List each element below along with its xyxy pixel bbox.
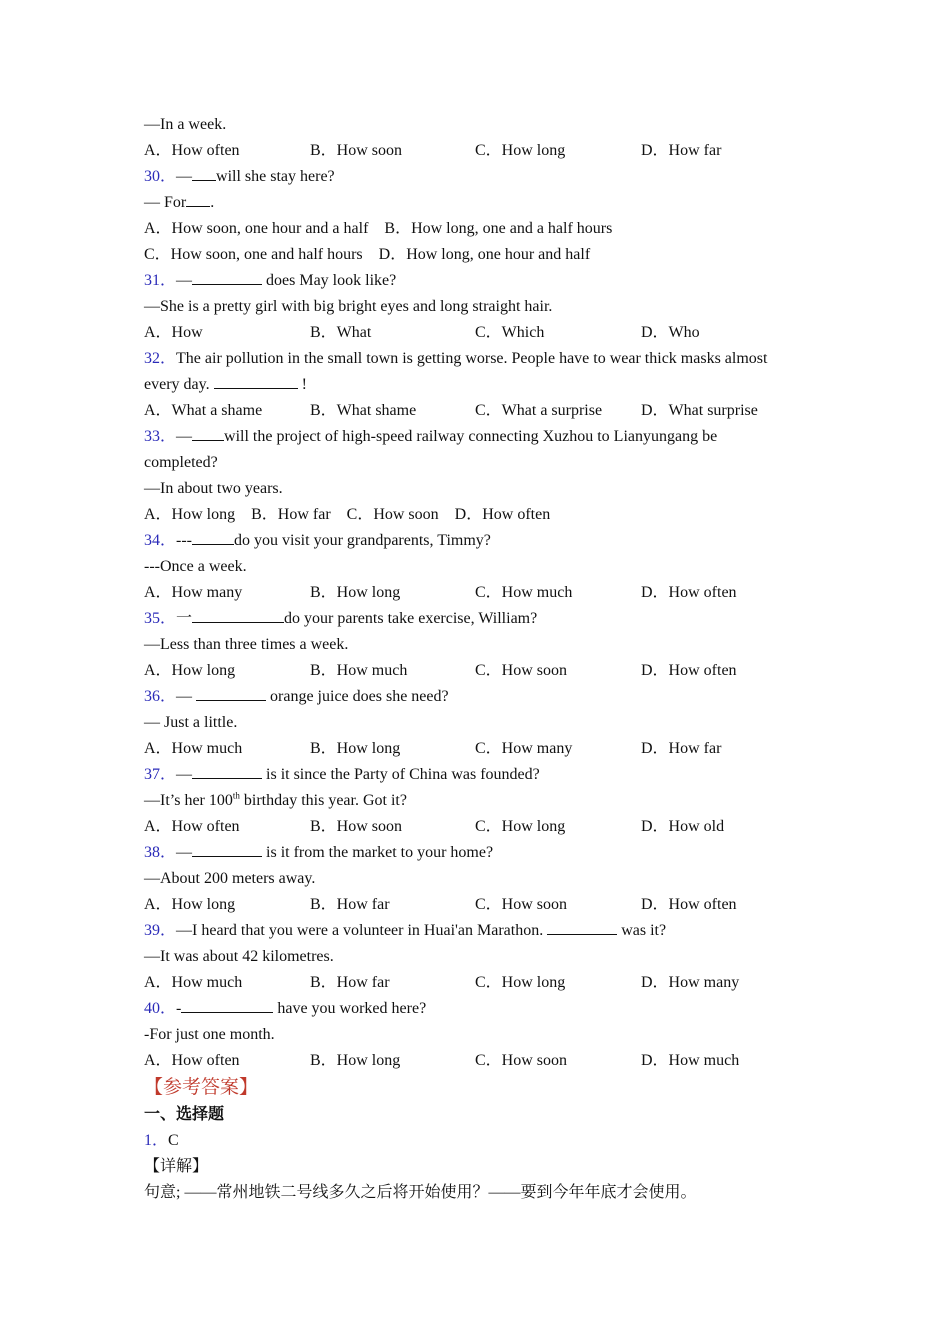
q37-options <box>144 814 814 840</box>
q36-options <box>144 736 814 762</box>
q30-stem: 30．— will she stay here? <box>144 164 814 190</box>
q32-option-a[interactable]: A．What a shame <box>144 402 263 419</box>
q34-blank <box>192 528 234 545</box>
q39-option-a[interactable]: A．How much <box>144 974 243 991</box>
document-page <box>144 112 814 1206</box>
q40-option-c[interactable]: C．How soon <box>475 1052 568 1069</box>
q36-option-a[interactable]: A．How much <box>144 740 243 757</box>
q29-option-d[interactable]: D．How far <box>641 142 722 159</box>
q38-option-a[interactable]: A．How long <box>144 896 236 913</box>
q31-blank <box>192 268 262 285</box>
q32-number: 32． <box>144 350 177 367</box>
q35-option-d[interactable]: D．How often <box>641 662 737 679</box>
q39-number: 39． <box>144 922 177 939</box>
q32-options <box>144 398 814 424</box>
q37-option-d[interactable]: D．How old <box>641 818 725 835</box>
q31-option-d[interactable]: D．Who <box>641 324 700 341</box>
q35-options <box>144 658 814 684</box>
q31-options <box>144 320 814 346</box>
q40-option-a[interactable]: A．How often <box>144 1052 240 1069</box>
detail-label: 【详解】 <box>144 1158 209 1175</box>
q32-blank <box>214 372 298 389</box>
q38-options <box>144 892 814 918</box>
q37-option-c[interactable]: C．How long <box>475 818 566 835</box>
q32-option-d[interactable]: D．What surprise <box>641 402 758 419</box>
q31-stem: 31．— does May look like? <box>144 268 814 294</box>
q39-blank <box>547 918 617 935</box>
q37-option-b[interactable]: B．How soon <box>310 818 403 835</box>
q33-stem: 33．— will the project of high-speed railway connecting Xuzhou to Lianyungang be <box>144 424 814 450</box>
q29-option-c[interactable]: C．How long <box>475 142 566 159</box>
q40-option-b[interactable]: B．How long <box>310 1052 401 1069</box>
q36-option-b[interactable]: B．How long <box>310 740 401 757</box>
answer-1-value: C <box>168 1132 179 1149</box>
answer-1 <box>144 1128 814 1154</box>
q36-answer-line: — Just a little. <box>144 714 238 731</box>
q30-reply-blank <box>186 190 210 207</box>
q37-number: 37． <box>144 766 177 783</box>
q30-number: 30． <box>144 168 177 185</box>
q37-answer-line: —It’s her 100th birthday this year. Got it? <box>144 790 407 809</box>
q35-blank <box>192 606 284 623</box>
answers-section-title: 一、选择题 <box>144 1106 225 1123</box>
q34-option-b[interactable]: B．How long <box>310 584 401 601</box>
q37-option-a[interactable]: A．How often <box>144 818 240 835</box>
q31-option-b[interactable]: B．What <box>310 324 372 341</box>
q36-option-d[interactable]: D．How far <box>641 740 722 757</box>
q36-option-c[interactable]: C．How many <box>475 740 573 757</box>
q30-reply: — For . <box>144 190 814 216</box>
q30-options-row1[interactable]: A．How soon, one hour and a half B．How long, one and a half hours <box>144 220 613 237</box>
q35-option-a[interactable]: A．How long <box>144 662 236 679</box>
q38-blank <box>192 840 262 857</box>
q29-option-b[interactable]: B．How soon <box>310 142 403 159</box>
q35-stem: 35．一 do your parents take exercise, William? <box>144 606 814 632</box>
q39-options <box>144 970 814 996</box>
answer-1-number: 1． <box>144 1132 169 1149</box>
q37-stem: 37．— is it since the Party of China was founded? <box>144 762 814 788</box>
q34-number: 34． <box>144 532 177 549</box>
q34-option-c[interactable]: C．How much <box>475 584 573 601</box>
q31-option-c[interactable]: C．Which <box>475 324 545 341</box>
q39-option-c[interactable]: C．How long <box>475 974 566 991</box>
q32-option-b[interactable]: B．What shame <box>310 402 417 419</box>
q33-stem-line2: completed? <box>144 454 218 471</box>
q32-stem-line2: every day. ! <box>144 372 814 398</box>
q37-blank <box>192 762 262 779</box>
q39-option-d[interactable]: D．How many <box>641 974 740 991</box>
q38-answer-line: —About 200 meters away. <box>144 870 316 887</box>
q35-option-c[interactable]: C．How soon <box>475 662 568 679</box>
q33-number: 33． <box>144 428 177 445</box>
q35-number: 35． <box>144 610 177 627</box>
q38-option-d[interactable]: D．How often <box>641 896 737 913</box>
q34-option-d[interactable]: D．How often <box>641 584 737 601</box>
q36-number: 36． <box>144 688 177 705</box>
q32-option-c[interactable]: C．What a surprise <box>475 402 603 419</box>
q30-options-row2[interactable]: C．How soon, one and half hours D．How long, one hour and half <box>144 246 591 263</box>
q36-blank <box>196 684 266 701</box>
q34-option-a[interactable]: A．How many <box>144 584 243 601</box>
q31-number: 31． <box>144 272 177 289</box>
q34-stem: 34．--- do you visit your grandparents, Timmy? <box>144 528 814 554</box>
q39-option-b[interactable]: B．How far <box>310 974 390 991</box>
q40-option-d[interactable]: D．How much <box>641 1052 740 1069</box>
q31-answer-line: —She is a pretty girl with big bright eyes and long straight hair. <box>144 298 553 315</box>
q40-number: 40． <box>144 1000 177 1017</box>
q32-stem-line1: 32．The air pollution in the small town is getting worse. People have to wear thick masks almost <box>144 350 768 367</box>
q31-option-a[interactable]: A．How <box>144 324 203 341</box>
q34-answer-line: ---Once a week. <box>144 558 247 575</box>
q35-answer-line: —Less than three times a week. <box>144 636 349 653</box>
q33-options-row[interactable]: A．How long B．How far C．How soon D．How often <box>144 506 551 523</box>
q29-answer-line: —In a week. <box>144 116 227 133</box>
answers-heading: 【参考答案】 <box>144 1077 259 1098</box>
q30-blank <box>192 164 216 181</box>
q39-stem: 39．—I heard that you were a volunteer in Huai'an Marathon. was it? <box>144 918 814 944</box>
q29-options <box>144 138 814 164</box>
q38-option-c[interactable]: C．How soon <box>475 896 568 913</box>
q40-answer-line: -For just one month. <box>144 1026 275 1043</box>
q38-stem: 38．— is it from the market to your home? <box>144 840 814 866</box>
q40-options <box>144 1048 814 1074</box>
q38-option-b[interactable]: B．How far <box>310 896 390 913</box>
q29-option-a[interactable]: A．How often <box>144 142 240 159</box>
q36-stem: 36．— orange juice does she need? <box>144 684 814 710</box>
q35-option-b[interactable]: B．How much <box>310 662 408 679</box>
q33-answer-line: —In about two years. <box>144 480 283 497</box>
q34-options <box>144 580 814 606</box>
q38-number: 38． <box>144 844 177 861</box>
q39-answer-line: —It was about 42 kilometres. <box>144 948 334 965</box>
detail-text: 句意; ——常州地铁二号线多久之后将开始使用？——要到今年年底才会使用。 <box>144 1184 697 1201</box>
q33-blank <box>192 424 224 441</box>
q40-blank <box>181 996 273 1013</box>
q40-stem: 40．- have you worked here? <box>144 996 814 1022</box>
